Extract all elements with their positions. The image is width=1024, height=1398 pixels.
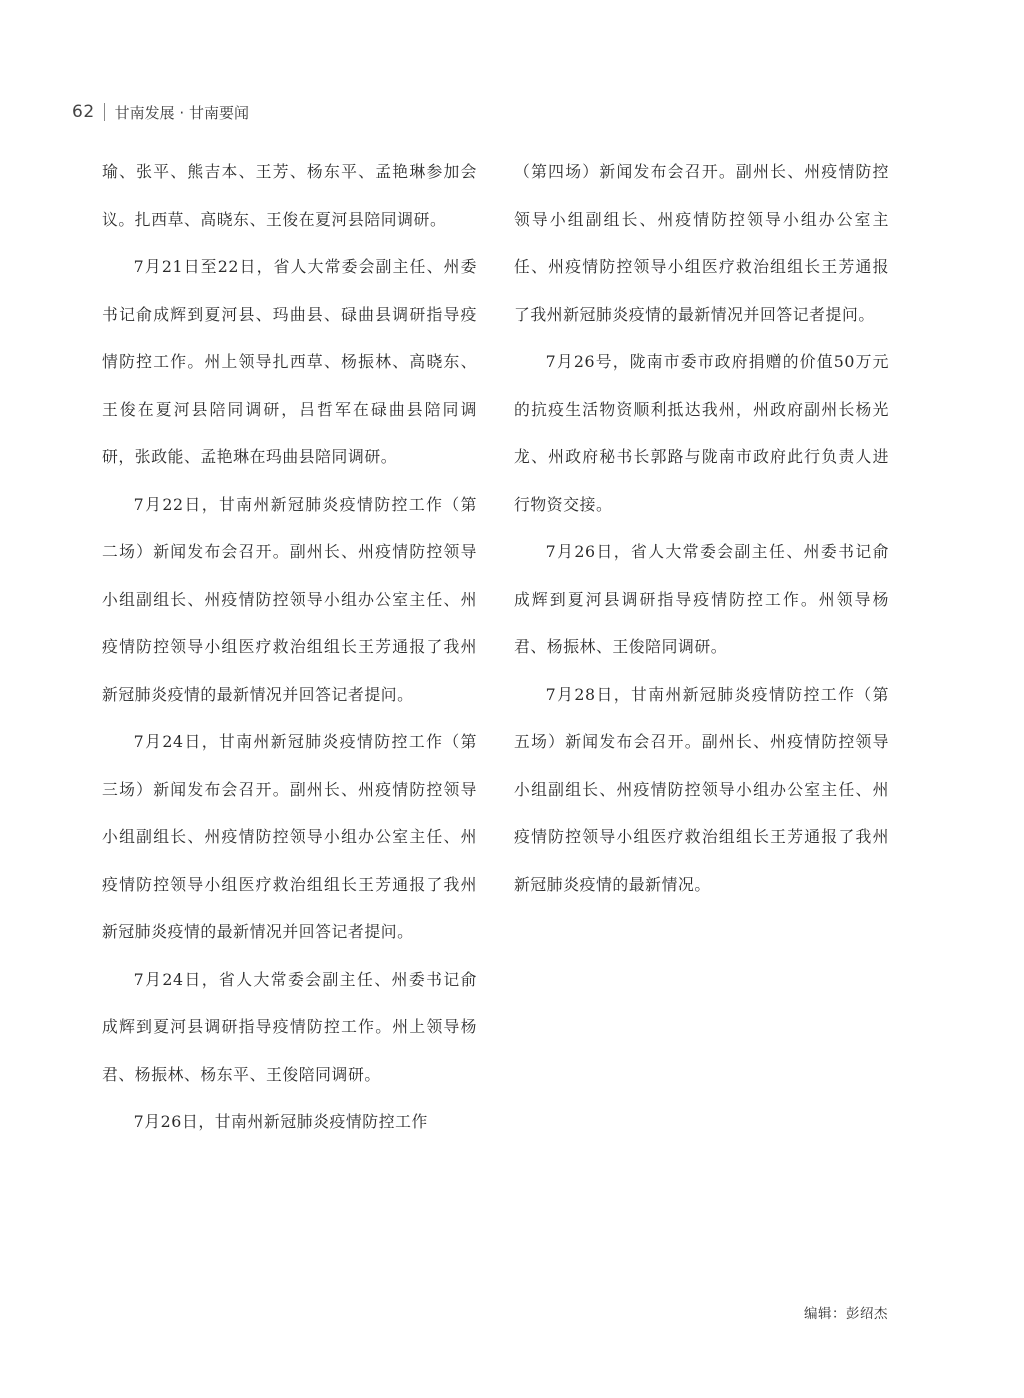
paragraph: 7月21日至22日，省人大常委会副主任、州委书记俞成辉到夏河县、玛曲县、碌曲县调研指导疫情防控工作。州上领导扎西草、杨振林、高晓东、王俊在夏河县陪同调研，吕哲军在碌曲县陪同调研，张政能、孟艳琳在玛曲县陪同调研。 (102, 257, 477, 466)
paragraph: 7月26号，陇南市委市政府捐赠的价值50万元的抗疫生活物资顺利抵达我州，州政府副州长杨光龙、州政府秘书长郭路与陇南市政府此行负责人进行物资交接。 (514, 352, 889, 514)
paragraph: 7月24日，省人大常委会副主任、州委书记俞成辉到夏河县调研指导疫情防控工作。州上领导杨君、杨振林、杨东平、王俊陪同调研。 (102, 969, 477, 1084)
paragraph: 7月22日，甘南州新冠肺炎疫情防控工作（第二场）新闻发布会召开。副州长、州疫情防控领导小组副组长、州疫情防控领导小组办公室主任、州疫情防控领导小组医疗救治组组长王芳通报了我州新冠肺炎疫情的最新情况并回答记者提问。 (102, 494, 477, 704)
left-column (102, 148, 477, 1146)
paragraph: 7月28日，甘南州新冠肺炎疫情防控工作（第五场）新闻发布会召开。副州长、州疫情防控领导小组副组长、州疫情防控领导小组办公室主任、州疫情防控领导小组医疗救治组组长王芳通报了我州新冠肺炎疫情的最新情况。 (514, 684, 889, 894)
section-title: 甘南发展 · 甘南要闻 (114, 103, 249, 122)
right-column (514, 148, 889, 908)
header-divider (104, 103, 105, 121)
editor-credit: 编辑：彭绍杰 (804, 1306, 888, 1322)
paragraph: 7月26日，省人大常委会副主任、州委书记俞成辉到夏河县调研指导疫情防控工作。州领导杨君、杨振林、王俊陪同调研。 (514, 542, 889, 656)
paragraph: （第四场）新闻发布会召开。副州长、州疫情防控领导小组副组长、州疫情防控领导小组办公室主任、州疫情防控领导小组医疗救治组组长王芳通报了我州新冠肺炎疫情的最新情况并回答记者提问。 (514, 162, 889, 324)
paragraph: 7月26日，甘南州新冠肺炎疫情防控工作 (133, 1112, 428, 1131)
page-header (72, 100, 249, 124)
paragraph: 瑜、张平、熊吉本、王芳、杨东平、孟艳琳参加会议。扎西草、高晓东、王俊在夏河县陪同调研。 (102, 162, 477, 229)
page-number: 62 (72, 102, 95, 122)
paragraph: 7月24日，甘南州新冠肺炎疫情防控工作（第三场）新闻发布会召开。副州长、州疫情防控领导小组副组长、州疫情防控领导小组办公室主任、州疫情防控领导小组医疗救治组组长王芳通报了我州新冠肺炎疫情的最新情况并回答记者提问。 (102, 732, 477, 941)
